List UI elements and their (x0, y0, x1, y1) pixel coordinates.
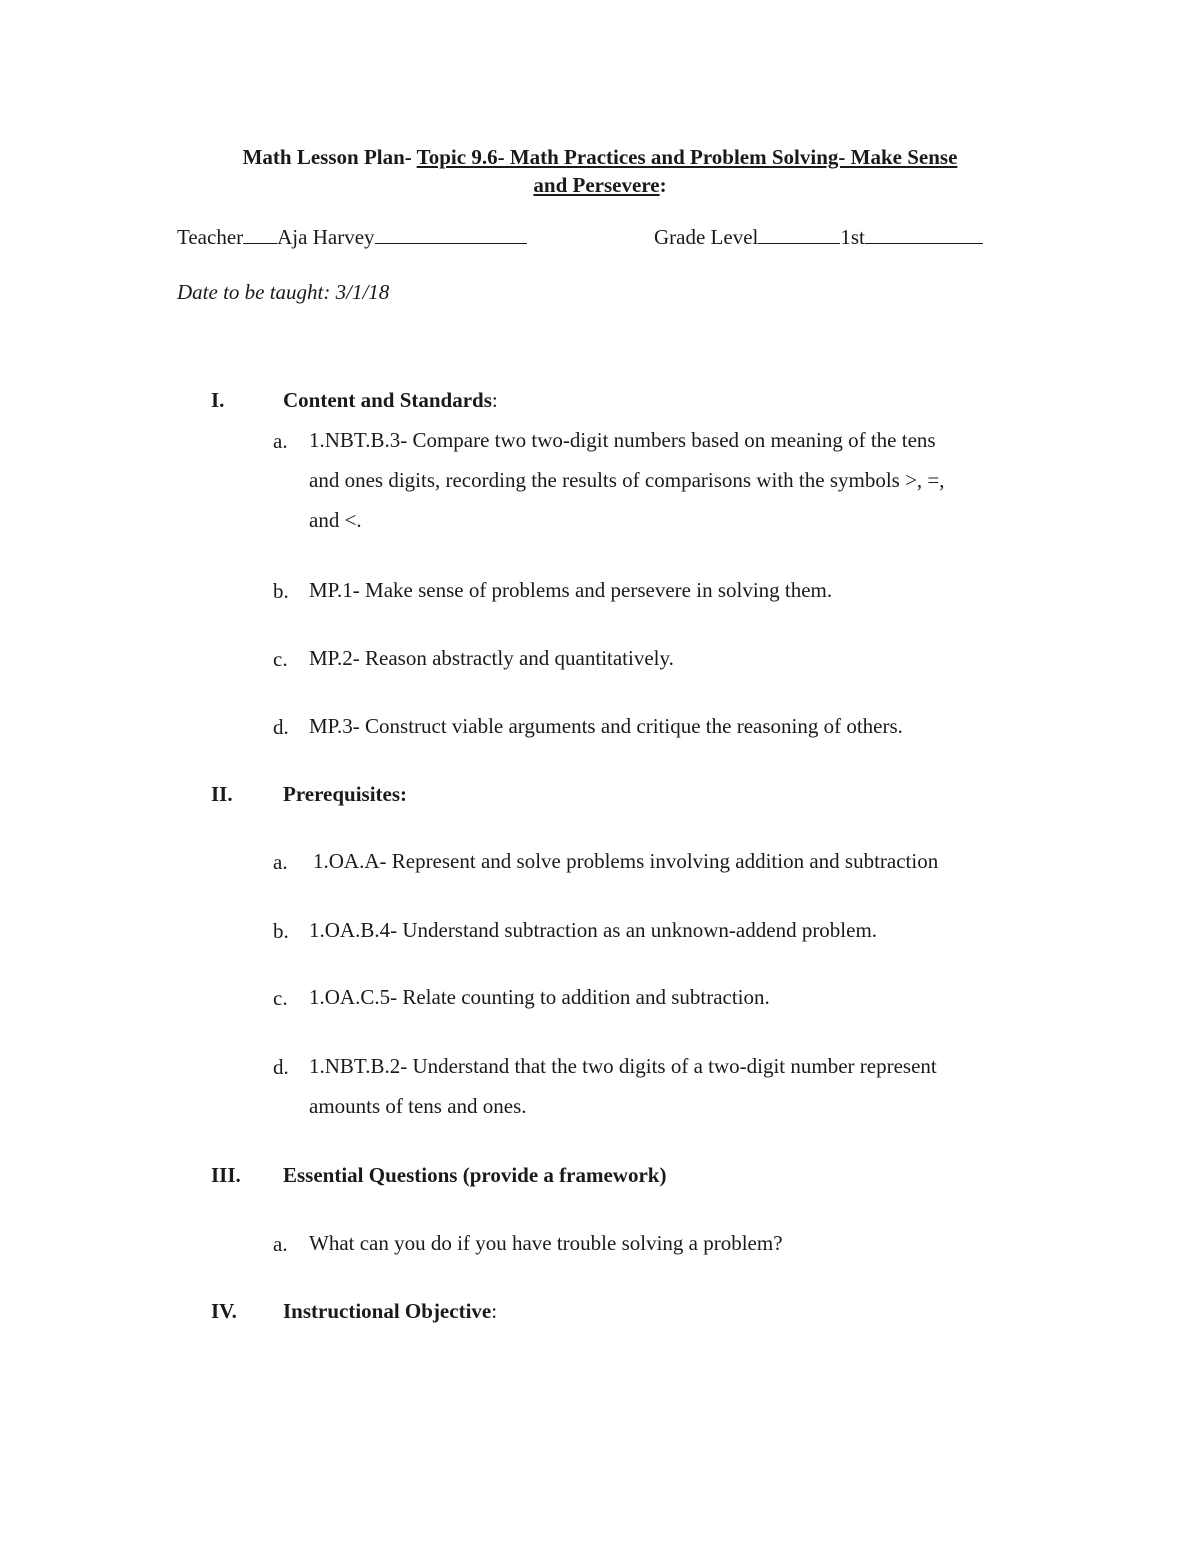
section-4-number: IV. (211, 1299, 237, 1323)
title-suffix: : (659, 173, 667, 197)
section-3-item-a-letter: a. (273, 1232, 288, 1256)
title-topic: Topic 9.6- Math Practices and Problem Solving- Make Sense (416, 145, 958, 169)
section-3-item-a: What can you do if you have trouble solving a problem? (309, 1231, 783, 1255)
section-3-number: III. (211, 1163, 241, 1187)
teacher-field (177, 223, 527, 251)
section-2-title-text: Prerequisites: (283, 782, 408, 806)
title-line-2 (0, 171, 1200, 199)
section-1-title-text: Content and Standards (283, 388, 492, 412)
section-1-title (283, 388, 498, 413)
grade-blank-pre (758, 224, 840, 244)
section-1-item-a-line-2: and ones digits, recording the results of comparisons with the symbols >, =, (309, 468, 945, 492)
section-1-item-a-line-1: 1.NBT.B.3- Compare two two-digit numbers based on meaning of the tens (309, 428, 936, 452)
section-2-item-d (309, 1046, 937, 1126)
section-2-item-a: 1.OA.A- Represent and solve problems involving addition and subtraction (313, 849, 939, 873)
section-1-item-c: MP.2- Reason abstractly and quantitatively. (309, 646, 674, 670)
grade-label: Grade Level (654, 225, 759, 249)
title-topic-cont: and Persevere (533, 173, 660, 197)
section-2-title (283, 782, 407, 807)
section-2-item-c-letter: c. (273, 986, 288, 1010)
grade-value: 1st (840, 225, 865, 249)
section-1-item-a (309, 420, 945, 540)
title-prefix: Math Lesson Plan- (242, 145, 412, 169)
section-1-title-suffix: : (491, 388, 498, 412)
teacher-blank-pre (243, 224, 277, 244)
section-3-title (283, 1163, 666, 1188)
date-to-be-taught: Date to be taught: 3/1/18 (177, 280, 390, 304)
section-1-item-a-line-3: and <. (309, 508, 362, 532)
section-1-item-a-letter: a. (273, 429, 288, 453)
section-2-number: II. (211, 782, 233, 806)
section-2-item-b-letter: b. (273, 919, 289, 943)
section-1-item-b-letter: b. (273, 579, 289, 603)
section-2-item-b: 1.OA.B.4- Understand subtraction as an unknown-addend problem. (309, 918, 878, 942)
section-2-item-a-letter: a. (273, 850, 288, 874)
teacher-label: Teacher (177, 225, 244, 249)
section-1-item-d-letter: d. (273, 715, 289, 739)
section-3-title-text: Essential Questions (provide a framework) (283, 1163, 667, 1187)
section-1-number: I. (211, 388, 225, 412)
section-1-item-b: MP.1- Make sense of problems and persevere in solving them. (309, 578, 833, 602)
section-1-item-d: MP.3- Construct viable arguments and critique the reasoning of others. (309, 714, 903, 738)
grade-field (654, 223, 983, 251)
section-4-title (283, 1299, 497, 1324)
section-2-item-d-line-1: 1.NBT.B.2- Understand that the two digits of a two-digit number represent (309, 1054, 937, 1078)
section-4-title-text: Instructional Objective (283, 1299, 492, 1323)
section-2-item-d-letter: d. (273, 1055, 289, 1079)
title-line-1 (0, 143, 1200, 171)
teacher-blank-post (375, 224, 527, 244)
section-2-item-d-line-2: amounts of tens and ones. (309, 1094, 527, 1118)
teacher-value: Aja Harvey (277, 225, 375, 249)
grade-blank-post (865, 224, 983, 244)
section-2-item-c: 1.OA.C.5- Relate counting to addition and subtraction. (309, 985, 770, 1009)
section-1-item-c-letter: c. (273, 647, 288, 671)
section-4-title-suffix: : (491, 1299, 498, 1323)
